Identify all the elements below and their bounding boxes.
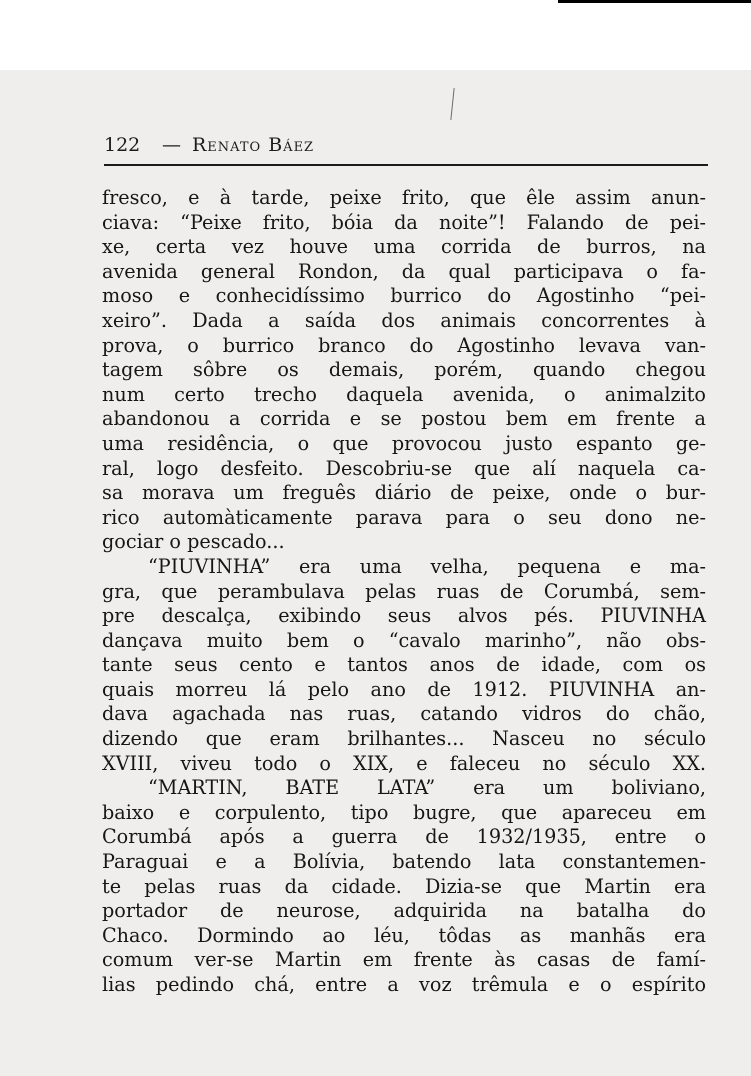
paragraph [102, 776, 706, 997]
text-line: comum ver-se Martin em frente às casas de famí- [102, 948, 706, 972]
author-name: Renato Báez [192, 134, 315, 156]
text-line: quais morreu lá pelo ano de 1912. PIUVINHA an- [102, 677, 706, 701]
text-line: baixo e corpulento, tipo bugre, que apareceu em [102, 800, 706, 824]
top-rule [558, 0, 751, 3]
text-line: sa morava um freguês diário de peixe, onde o bur- [102, 481, 706, 505]
text-line: “MARTIN, BATE LATA” era um boliviano, [148, 776, 706, 800]
text-line: lias pedindo chá, entre a voz trêmula e o espírito [102, 973, 706, 996]
running-head [162, 134, 314, 156]
text-line: xe, certa vez houve uma corrida de burros, na [102, 235, 706, 259]
text-line: Paraguai e a Bolívia, batendo lata constantemen- [102, 850, 706, 874]
text-line: pre descalça, exibindo seus alvos pés. PIUVINHA [102, 604, 706, 628]
text-line: avenida general Rondon, da qual participava o fa- [102, 259, 706, 283]
text-line: rico automàticamente parava para o seu dono ne- [102, 505, 706, 529]
text-line: XVIII, viveu todo o XIX, e faleceu no século XX. [102, 751, 706, 775]
text-line: gra, que perambulava pelas ruas de Corumbá, sem- [102, 579, 706, 603]
text-line: moso e conhecidíssimo burrico do Agostinho “pei- [102, 284, 706, 308]
text-line: “PIUVINHA” era uma velha, pequena e ma- [148, 554, 706, 578]
text-line: Chaco. Dormindo ao léu, tôdas as manhãs era [102, 923, 706, 947]
text-line: dizendo que eram brilhantes... Nasceu no século [102, 727, 706, 751]
paragraph [102, 186, 706, 555]
text-line: uma residência, o que provocou justo espanto ge- [102, 431, 706, 455]
text-line: xeiro”. Dada a saída dos animais concorrentes à [102, 308, 706, 332]
text-line: prova, o burrico branco do Agostinho levava van- [102, 333, 706, 357]
paragraph [102, 555, 706, 776]
text-line: tagem sôbre os demais, porém, quando chegou [102, 358, 706, 382]
text-line: dançava muito bem o “cavalo marinho”, não obs- [102, 628, 706, 652]
text-line: num certo trecho daquela avenida, o animalzito [102, 382, 706, 406]
text-line: fresco, e à tarde, peixe frito, que êle assim anun- [102, 186, 706, 209]
text-line: te pelas ruas da cidade. Dizia-se que Martin era [102, 874, 706, 898]
text-line: gociar o pescado... [102, 530, 285, 554]
scan-mark [450, 88, 454, 120]
body-text [102, 186, 706, 998]
text-line: ral, logo desfeito. Descobriu-se que alí naquela ca- [102, 456, 706, 480]
text-line: abandonou a corrida e se postou bem em frente a [102, 407, 706, 431]
text-line: Corumbá após a guerra de 1932/1935, entre o [102, 825, 706, 849]
text-line: portador de neurose, adquirida na batalha do [102, 899, 706, 923]
page-number: 122 [104, 134, 141, 156]
text-line: dava agachada nas ruas, catando vidros do chão, [102, 702, 706, 726]
header-dash: — [162, 134, 182, 156]
page-header [104, 134, 708, 166]
text-line: ciava: “Peixe frito, bóia da noite”! Falando de pei- [102, 210, 706, 234]
text-line: tante seus cento e tantos anos de idade, com os [102, 653, 706, 677]
